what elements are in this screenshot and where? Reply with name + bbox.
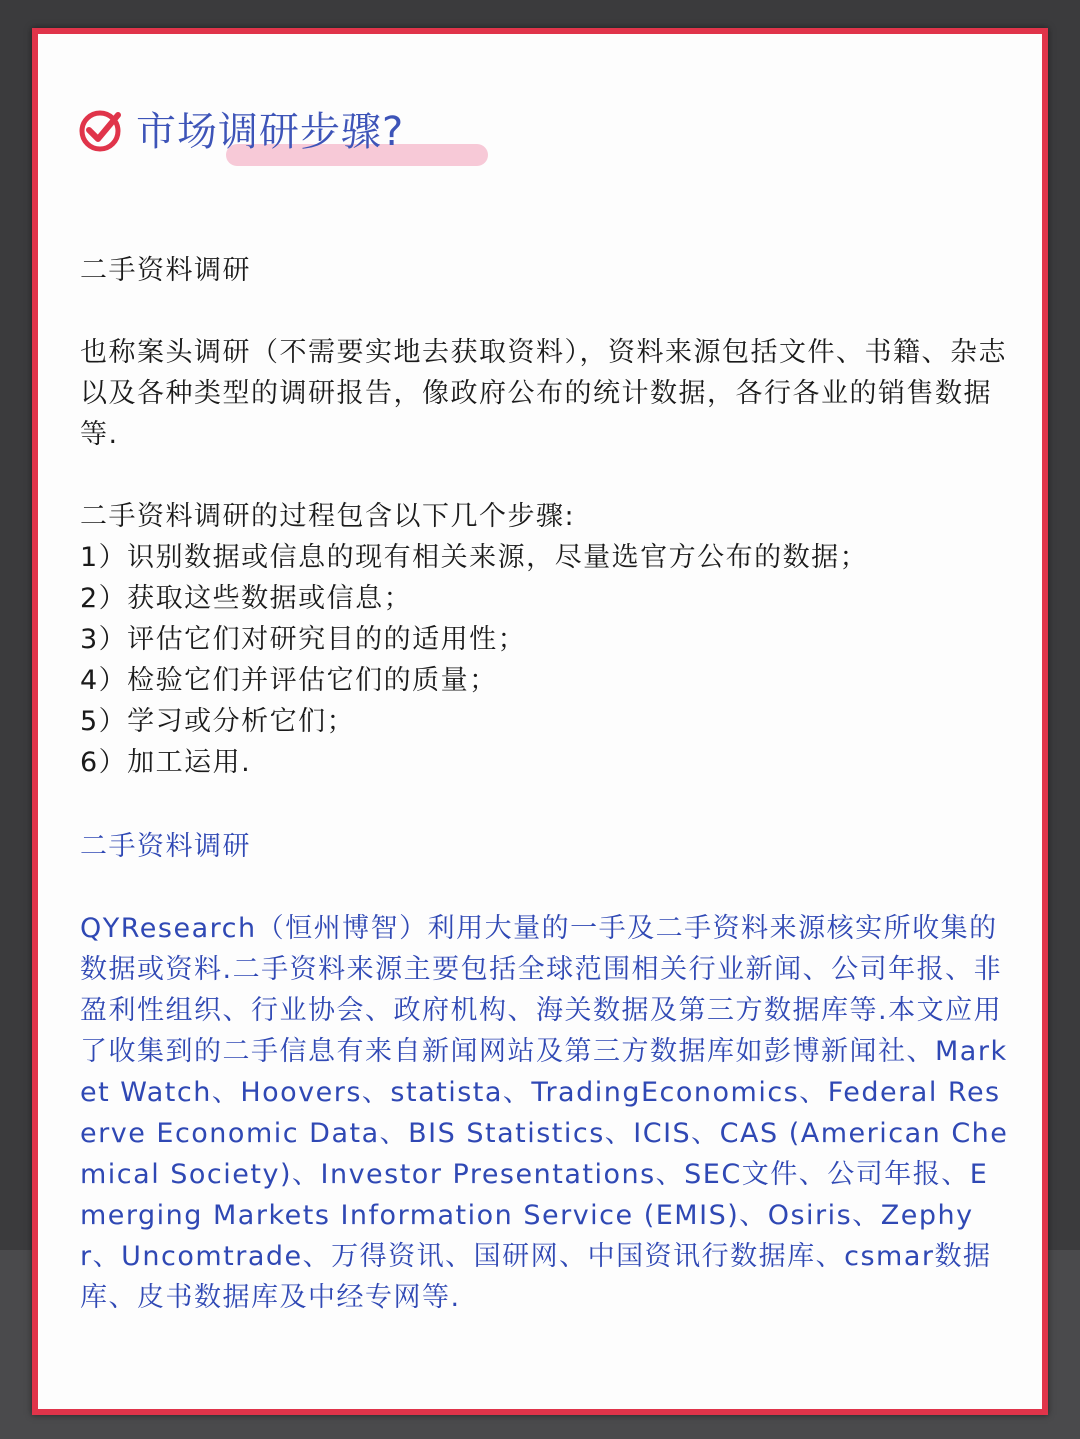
step-item: 1）识别数据或信息的现有相关来源，尽量选官方公布的数据； — [80, 542, 869, 573]
step-item: 4）检验它们并评估它们的质量； — [80, 665, 498, 696]
content-card — [32, 28, 1048, 1415]
section1-intro: 也称案头调研（不需要实地去获取资料），资料来源包括文件、书籍、杂志以及各种类型的调研报告，像政府公布的统计数据，各行各业的销售数据等. — [80, 337, 1007, 450]
checkmark-circle-icon — [76, 106, 124, 154]
step-item: 5）学习或分析它们； — [80, 706, 356, 737]
steps-intro: 二手资料调研的过程包含以下几个步骤: — [80, 501, 576, 532]
step-item: 3）评估它们对研究目的的适用性； — [80, 624, 527, 655]
title-row — [76, 96, 676, 166]
step-item: 2）获取这些数据或信息； — [80, 583, 413, 614]
step-item: 6）加工运用. — [80, 747, 252, 778]
section2-body: QYResearch（恒州博智）利用大量的一手及二手资料来源核实所收集的数据或资料.二手资料来源主要包括全球范围相关行业新闻、公司年报、非盈利性组织、行业协会、政府机构、海关数据及第三方数据库等.本文应用了收集到的二手信息有来自新闻网站及第三方数据库如彭博新闻社、Market Watch、Hoovers、statista、TradingEconomics、Federal Reserve Economic Data、BIS Statistics、ICIS、CAS (American Chemical Society)、Investor Presentations、SEC文件、公司年报、Emerging Markets Information Service (EMIS)、Osiris、Zephyr、Uncomtrade、万得资讯、国研网、中国资讯行数据库、csmar数据库、皮书数据库及中经专网等. — [80, 913, 1009, 1313]
section2-heading: 二手资料调研 — [80, 831, 251, 862]
page-title: 市场调研步骤? — [136, 109, 405, 155]
steps-block — [80, 496, 1010, 783]
section1-heading: 二手资料调研 — [80, 255, 251, 286]
